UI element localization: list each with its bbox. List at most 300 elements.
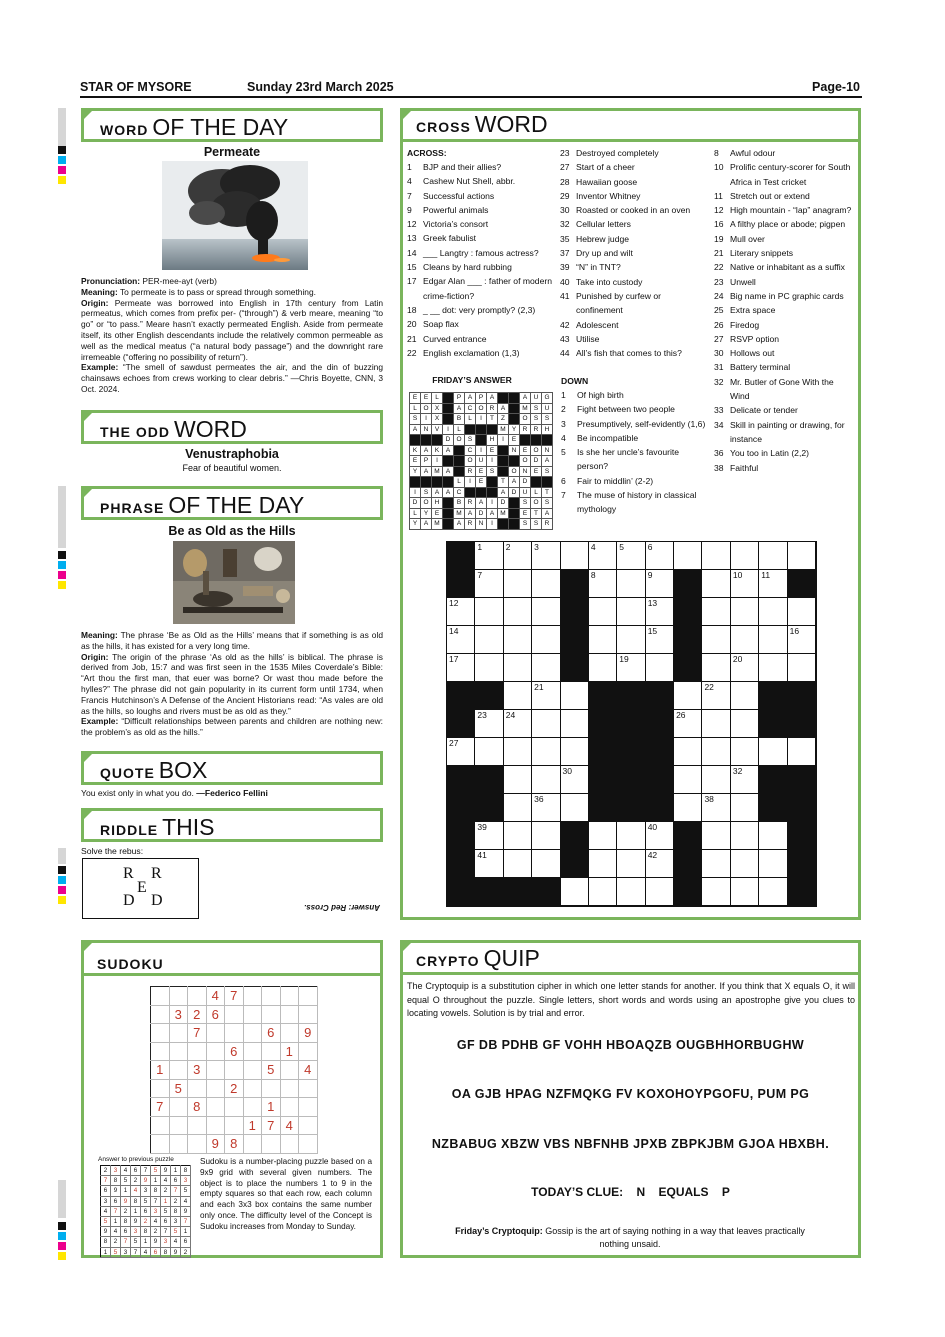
sudoku-cell[interactable]: 1 bbox=[151, 1061, 170, 1080]
crossword-cell[interactable] bbox=[617, 878, 645, 906]
sudoku-cell[interactable]: 7 bbox=[151, 1098, 170, 1117]
crossword-cell[interactable] bbox=[589, 598, 617, 626]
crossword-cell[interactable] bbox=[788, 598, 816, 626]
sudoku-cell[interactable] bbox=[243, 1005, 262, 1024]
crossword-cell[interactable] bbox=[731, 878, 759, 906]
answer-cell: 5 bbox=[151, 1166, 161, 1176]
sudoku-cell[interactable] bbox=[243, 1079, 262, 1098]
answer-cell: 1 bbox=[131, 1206, 141, 1216]
answer-cell: A bbox=[421, 445, 432, 456]
clue-number: 7 bbox=[407, 190, 412, 201]
sudoku-cell[interactable] bbox=[169, 987, 188, 1006]
sudoku-cell[interactable] bbox=[206, 1079, 225, 1098]
crossword-cell[interactable] bbox=[674, 542, 702, 570]
answer-cell bbox=[443, 403, 454, 414]
crossword-cell[interactable] bbox=[589, 850, 617, 878]
crossword-block bbox=[788, 794, 816, 822]
sudoku-cell[interactable] bbox=[188, 987, 207, 1006]
crossword-cell[interactable] bbox=[475, 542, 503, 570]
crossword-cell[interactable] bbox=[447, 654, 475, 682]
sudoku-cell[interactable] bbox=[280, 1135, 299, 1154]
sudoku-cell[interactable] bbox=[243, 1024, 262, 1043]
answer-cell: T bbox=[498, 477, 509, 488]
crossword-cell[interactable] bbox=[759, 598, 787, 626]
answer-cell: D bbox=[410, 498, 421, 509]
crossword-cell[interactable] bbox=[731, 682, 759, 710]
crossword-cell[interactable] bbox=[475, 654, 503, 682]
crossword-cell[interactable] bbox=[646, 570, 674, 598]
crossword-cell[interactable] bbox=[475, 570, 503, 598]
crossword-cell[interactable] bbox=[674, 738, 702, 766]
crossword-cell[interactable] bbox=[475, 822, 503, 850]
crossword-cell[interactable] bbox=[504, 738, 532, 766]
crossword-cell[interactable] bbox=[617, 850, 645, 878]
clue-number: 31 bbox=[714, 362, 724, 373]
sudoku-cell[interactable] bbox=[151, 1005, 170, 1024]
crossword-cell[interactable] bbox=[532, 570, 560, 598]
registration-mark bbox=[58, 896, 66, 904]
crossword-cell[interactable] bbox=[731, 794, 759, 822]
crossword-block bbox=[674, 878, 702, 906]
crossword-cell[interactable] bbox=[447, 626, 475, 654]
crossword-cell[interactable] bbox=[504, 542, 532, 570]
answer-cell bbox=[443, 519, 454, 530]
sudoku-cell[interactable] bbox=[243, 1042, 262, 1061]
clue-text: RSVP option bbox=[730, 333, 780, 344]
crossword-cell[interactable] bbox=[617, 598, 645, 626]
sudoku-cell[interactable] bbox=[151, 1116, 170, 1135]
crossword-cell[interactable] bbox=[759, 822, 787, 850]
crossword-cell[interactable] bbox=[589, 654, 617, 682]
sudoku-cell[interactable] bbox=[280, 1079, 299, 1098]
crossword-cell[interactable] bbox=[617, 542, 645, 570]
crossword-cell[interactable] bbox=[589, 542, 617, 570]
crossword-cell[interactable] bbox=[702, 570, 730, 598]
sudoku-cell[interactable] bbox=[169, 1098, 188, 1117]
odd-word: Venustraphobia bbox=[185, 447, 279, 461]
sudoku-cell[interactable]: 7 bbox=[188, 1024, 207, 1043]
crossword-block bbox=[561, 822, 589, 850]
word-of-day-body: Pronunciation: PER-mee-ayt (verb) Meaning: To permeate is to pass or spread through something. Origin: Permeate was borrowed into English in 17th century from Latin permeatus, which comes from prefix per- (“through”) & verb meare, meaning “to go” or “to pass.” Meare hasn’t exactly permeated English. Aside from permeate itself, its other English descendants include the relatively common permeable as well as the medical meatus (“a natural body passage”) and the downright rare irremeable (“offering no possibility of return”). Example: “The smell of sawdust permeates the air, and the din of buzzing chainsaws echoes from crews working to clear debris.” —Chris Boyette, CNN, 3 Oct. 2024. bbox=[81, 276, 384, 394]
answer-cell: X bbox=[432, 403, 443, 414]
crossword-block bbox=[447, 822, 475, 850]
margin-bar bbox=[58, 848, 66, 864]
sudoku-cell[interactable]: 3 bbox=[169, 1005, 188, 1024]
crossword-cell[interactable] bbox=[702, 626, 730, 654]
answer-cell: 6 bbox=[141, 1206, 151, 1216]
clue-number: 39 bbox=[477, 822, 487, 832]
crossword-cell[interactable] bbox=[731, 626, 759, 654]
crossword-cell[interactable] bbox=[702, 682, 730, 710]
crossword-block bbox=[759, 766, 787, 794]
sudoku-cell[interactable]: 8 bbox=[225, 1135, 244, 1154]
crossword-cell[interactable] bbox=[532, 542, 560, 570]
clue-text: Be incompatible bbox=[577, 432, 639, 443]
sudoku-cell[interactable] bbox=[262, 1079, 281, 1098]
sudoku-cell[interactable]: 4 bbox=[299, 1061, 318, 1080]
sudoku-cell[interactable] bbox=[151, 987, 170, 1006]
sudoku-cell[interactable]: 3 bbox=[188, 1061, 207, 1080]
sudoku-cell[interactable]: 9 bbox=[206, 1135, 225, 1154]
sudoku-cell[interactable] bbox=[299, 1079, 318, 1098]
crossword-cell[interactable] bbox=[731, 738, 759, 766]
sudoku-cell[interactable] bbox=[151, 1024, 170, 1043]
sudoku-cell[interactable] bbox=[188, 1042, 207, 1061]
sudoku-cell[interactable]: 6 bbox=[225, 1042, 244, 1061]
crossword-cell[interactable] bbox=[702, 654, 730, 682]
crossword-cell[interactable] bbox=[702, 598, 730, 626]
crossword-cell[interactable] bbox=[589, 626, 617, 654]
crossword-cell[interactable] bbox=[731, 654, 759, 682]
clue-number: 4 bbox=[590, 542, 596, 552]
crossword-block bbox=[617, 738, 645, 766]
clue-number: 22 bbox=[407, 347, 417, 358]
crossword-cell[interactable] bbox=[788, 654, 816, 682]
crossword-cell[interactable] bbox=[788, 738, 816, 766]
sudoku-cell[interactable]: 9 bbox=[299, 1024, 318, 1043]
crossword-cell[interactable] bbox=[475, 598, 503, 626]
sudoku-cell[interactable] bbox=[188, 1135, 207, 1154]
sudoku-cell[interactable] bbox=[225, 1005, 244, 1024]
answer-cell: G bbox=[542, 393, 553, 404]
crossword-cell[interactable] bbox=[674, 710, 702, 738]
clue-text: Cellular letters bbox=[576, 219, 631, 230]
crossword-cell[interactable] bbox=[731, 710, 759, 738]
clue-number: 21 bbox=[407, 333, 417, 344]
crossword-cell[interactable] bbox=[646, 654, 674, 682]
sudoku-cell[interactable]: 6 bbox=[206, 1005, 225, 1024]
answer-cell: R bbox=[465, 519, 476, 530]
down-clues bbox=[561, 374, 711, 517]
clue bbox=[561, 488, 711, 517]
crossword-cell[interactable] bbox=[589, 570, 617, 598]
answer-cell bbox=[509, 508, 520, 519]
clue-number: 44 bbox=[560, 348, 570, 359]
clue-number: 25 bbox=[714, 305, 724, 316]
answer-cell: 7 bbox=[141, 1166, 151, 1176]
answer-cell: N bbox=[542, 445, 553, 456]
crossword-block bbox=[561, 850, 589, 878]
sudoku-cell[interactable] bbox=[151, 1135, 170, 1154]
crossword-block bbox=[589, 710, 617, 738]
sudoku-cell[interactable]: 1 bbox=[243, 1116, 262, 1135]
crossword-cell[interactable] bbox=[702, 822, 730, 850]
crossword-cell[interactable] bbox=[504, 766, 532, 794]
crossword-cell[interactable] bbox=[759, 850, 787, 878]
sudoku-cell[interactable] bbox=[206, 1042, 225, 1061]
crossword-cell[interactable] bbox=[702, 878, 730, 906]
clue bbox=[714, 403, 854, 417]
crossword-cell[interactable] bbox=[532, 710, 560, 738]
sudoku-cell[interactable] bbox=[169, 1024, 188, 1043]
crossword-cell[interactable] bbox=[504, 822, 532, 850]
crossword-cell[interactable] bbox=[532, 850, 560, 878]
crossword-cell[interactable] bbox=[561, 710, 589, 738]
sudoku-cell[interactable] bbox=[299, 1135, 318, 1154]
clue-text: Utilise bbox=[576, 333, 600, 344]
sudoku-cell[interactable]: 5 bbox=[262, 1061, 281, 1080]
crossword-cell[interactable] bbox=[646, 626, 674, 654]
crossword-cell[interactable] bbox=[447, 598, 475, 626]
answer-cell: K bbox=[432, 445, 443, 456]
sudoku-cell[interactable]: 2 bbox=[188, 1005, 207, 1024]
crossword-cell[interactable] bbox=[702, 738, 730, 766]
crossword-cell[interactable] bbox=[589, 878, 617, 906]
crossword-cell[interactable] bbox=[759, 570, 787, 598]
crossword-cell[interactable] bbox=[674, 682, 702, 710]
crossword-cell[interactable] bbox=[532, 682, 560, 710]
sudoku-cell[interactable] bbox=[243, 1061, 262, 1080]
crossword-cell[interactable] bbox=[759, 626, 787, 654]
clue-text: Punished by curfew or confinement bbox=[576, 290, 662, 316]
crossword-cell[interactable] bbox=[475, 738, 503, 766]
answer-cell: R bbox=[465, 498, 476, 509]
crossword-cell[interactable] bbox=[504, 598, 532, 626]
sudoku-cell[interactable] bbox=[299, 987, 318, 1006]
sudoku-cell[interactable] bbox=[225, 1024, 244, 1043]
answer-cell: 8 bbox=[121, 1216, 131, 1226]
clue bbox=[561, 474, 711, 488]
sudoku-cell[interactable]: 4 bbox=[206, 987, 225, 1006]
crossword-cell[interactable] bbox=[504, 682, 532, 710]
sudoku-cell[interactable] bbox=[188, 1116, 207, 1135]
sudoku-cell[interactable] bbox=[169, 1135, 188, 1154]
sudoku-cell[interactable]: 4 bbox=[280, 1116, 299, 1135]
crossword-cell[interactable] bbox=[646, 598, 674, 626]
sudoku-cell[interactable] bbox=[169, 1042, 188, 1061]
crossword-cell[interactable] bbox=[561, 682, 589, 710]
sudoku-cell[interactable] bbox=[243, 1098, 262, 1117]
section-title: SUDOKU bbox=[97, 956, 164, 972]
crossword-cell[interactable] bbox=[646, 850, 674, 878]
sudoku-cell[interactable]: 1 bbox=[262, 1098, 281, 1117]
margin-bar bbox=[58, 108, 66, 146]
quote-author: —Federico Fellini bbox=[196, 788, 268, 798]
answer-cell: A bbox=[443, 445, 454, 456]
sudoku-cell[interactable] bbox=[280, 1061, 299, 1080]
crossword-cell[interactable] bbox=[504, 710, 532, 738]
answer-cell: A bbox=[454, 403, 465, 414]
sudoku-cell[interactable] bbox=[280, 1005, 299, 1024]
sudoku-cell[interactable] bbox=[262, 1005, 281, 1024]
sudoku-cell[interactable] bbox=[299, 1042, 318, 1061]
crossword-cell[interactable] bbox=[504, 654, 532, 682]
clue-number: 40 bbox=[560, 276, 570, 287]
crossword-cell[interactable] bbox=[561, 766, 589, 794]
clue-text: Awful odour bbox=[730, 148, 776, 158]
sudoku-cell[interactable] bbox=[151, 1079, 170, 1098]
answer-cell: S bbox=[465, 435, 476, 446]
answer-cell: Y bbox=[509, 424, 520, 435]
crossword-cell[interactable] bbox=[731, 598, 759, 626]
sudoku-cell[interactable] bbox=[225, 1116, 244, 1135]
answer-cell: T bbox=[487, 414, 498, 425]
crossword-cell[interactable] bbox=[504, 850, 532, 878]
crossword-cell[interactable] bbox=[702, 766, 730, 794]
sudoku-cell[interactable] bbox=[206, 1098, 225, 1117]
sudoku-cell[interactable] bbox=[225, 1061, 244, 1080]
clue-text: Start of a cheer bbox=[576, 162, 635, 173]
answer-cell: S bbox=[520, 519, 531, 530]
answer-cell: R bbox=[520, 424, 531, 435]
sudoku-cell[interactable] bbox=[299, 1098, 318, 1117]
crossword-cell[interactable] bbox=[646, 878, 674, 906]
answer-cell: R bbox=[465, 466, 476, 477]
crossword-cell[interactable] bbox=[617, 822, 645, 850]
crossword-cell[interactable] bbox=[702, 710, 730, 738]
answer-cell: 5 bbox=[141, 1196, 151, 1206]
crossword-cell[interactable] bbox=[561, 794, 589, 822]
crossword-block bbox=[646, 710, 674, 738]
answer-cell: I bbox=[432, 456, 443, 467]
crossword-cell[interactable] bbox=[674, 766, 702, 794]
clue bbox=[714, 189, 854, 203]
sudoku-cell[interactable]: 7 bbox=[225, 987, 244, 1006]
crossword-cell[interactable] bbox=[532, 794, 560, 822]
crossword-cell[interactable] bbox=[617, 626, 645, 654]
crossword-block bbox=[759, 794, 787, 822]
crossword-cell[interactable] bbox=[788, 626, 816, 654]
crossword-cell[interactable] bbox=[788, 542, 816, 570]
crossword-cell[interactable] bbox=[532, 626, 560, 654]
clue bbox=[714, 203, 854, 217]
answer-cell: 8 bbox=[131, 1196, 141, 1206]
crossword-cell[interactable] bbox=[504, 626, 532, 654]
sudoku-cell[interactable]: 7 bbox=[262, 1116, 281, 1135]
clue-text: English exclamation (1,3) bbox=[423, 347, 520, 358]
crossword-cell[interactable] bbox=[532, 822, 560, 850]
crossword-cell[interactable] bbox=[532, 598, 560, 626]
crossword-cell[interactable] bbox=[731, 542, 759, 570]
featured-phrase: Be as Old as the Hills bbox=[168, 524, 296, 538]
clue bbox=[560, 318, 710, 332]
sudoku-cell[interactable] bbox=[151, 1042, 170, 1061]
clue-text: Curved entrance bbox=[423, 333, 487, 344]
answer-cell: 8 bbox=[111, 1176, 121, 1186]
clue bbox=[714, 446, 854, 460]
sudoku-cell[interactable] bbox=[280, 1024, 299, 1043]
answer-cell: 5 bbox=[111, 1247, 121, 1257]
crossword-cell[interactable] bbox=[475, 850, 503, 878]
crossword-cell[interactable] bbox=[702, 850, 730, 878]
answer-cell: U bbox=[531, 393, 542, 404]
sudoku-cell[interactable] bbox=[243, 987, 262, 1006]
answer-cell: 8 bbox=[181, 1166, 191, 1176]
clue bbox=[560, 203, 710, 217]
sudoku-cell[interactable] bbox=[243, 1135, 262, 1154]
answer-cell bbox=[509, 519, 520, 530]
sudoku-cell[interactable] bbox=[262, 1135, 281, 1154]
sudoku-cell[interactable] bbox=[280, 1098, 299, 1117]
clue-number: 8 bbox=[590, 570, 596, 580]
crossword-cell[interactable] bbox=[475, 626, 503, 654]
sudoku-cell[interactable] bbox=[206, 1024, 225, 1043]
crossword-cell[interactable] bbox=[646, 822, 674, 850]
answer-cell: 5 bbox=[161, 1206, 171, 1216]
sudoku-cell[interactable] bbox=[299, 1005, 318, 1024]
sudoku-grid bbox=[150, 986, 318, 1154]
crossword-cell[interactable] bbox=[532, 654, 560, 682]
crossword-cell[interactable] bbox=[447, 738, 475, 766]
crossword-cell[interactable] bbox=[504, 570, 532, 598]
sudoku-cell[interactable] bbox=[169, 1061, 188, 1080]
answer-cell: 2 bbox=[171, 1196, 181, 1206]
crossword-cell[interactable] bbox=[589, 822, 617, 850]
crossword-cell[interactable] bbox=[731, 570, 759, 598]
sudoku-cell[interactable] bbox=[280, 987, 299, 1006]
section-title: CRYPTO QUIP bbox=[416, 945, 540, 971]
answer-cell: 6 bbox=[101, 1186, 111, 1196]
clue-number: 32 bbox=[560, 219, 570, 230]
crossword-cell[interactable] bbox=[759, 738, 787, 766]
clue-number: 19 bbox=[619, 654, 629, 664]
registration-mark bbox=[58, 876, 66, 884]
clue-number: 26 bbox=[676, 710, 686, 720]
sudoku-cell[interactable] bbox=[169, 1116, 188, 1135]
crossword-cell[interactable] bbox=[702, 542, 730, 570]
answer-cell: D bbox=[520, 477, 531, 488]
crossword-cell[interactable] bbox=[731, 822, 759, 850]
crossword-cell[interactable] bbox=[504, 794, 532, 822]
sudoku-cell[interactable] bbox=[262, 987, 281, 1006]
crossword-cell[interactable] bbox=[646, 542, 674, 570]
clue bbox=[714, 303, 854, 317]
clue-text: Hebrew judge bbox=[576, 233, 630, 244]
crossword-cell[interactable] bbox=[561, 878, 589, 906]
crossword-block bbox=[475, 794, 503, 822]
answer-cell: 7 bbox=[131, 1247, 141, 1257]
crossword-cell[interactable] bbox=[475, 710, 503, 738]
answer-cell bbox=[421, 435, 432, 446]
sudoku-cell[interactable] bbox=[188, 1079, 207, 1098]
clue-number: 20 bbox=[732, 654, 743, 664]
crossword-cell[interactable] bbox=[731, 850, 759, 878]
crossword-cell[interactable] bbox=[617, 654, 645, 682]
answer-cell: 9 bbox=[141, 1176, 151, 1186]
crossword-cell[interactable] bbox=[759, 542, 787, 570]
sudoku-cell[interactable] bbox=[225, 1098, 244, 1117]
clue-number: 1 bbox=[407, 162, 412, 172]
crossword-cell[interactable] bbox=[532, 738, 560, 766]
sudoku-cell[interactable] bbox=[299, 1116, 318, 1135]
crossword-cell[interactable] bbox=[759, 654, 787, 682]
sudoku-cell[interactable] bbox=[206, 1116, 225, 1135]
crossword-cell[interactable] bbox=[702, 794, 730, 822]
clue-text: Adolescent bbox=[576, 319, 619, 330]
sudoku-cell[interactable]: 5 bbox=[169, 1079, 188, 1098]
crossword-cell[interactable] bbox=[617, 570, 645, 598]
crossword-cell[interactable] bbox=[561, 542, 589, 570]
registration-mark bbox=[58, 571, 66, 579]
sudoku-cell[interactable] bbox=[262, 1042, 281, 1061]
sudoku-cell[interactable]: 8 bbox=[188, 1098, 207, 1117]
answer-cell: A bbox=[498, 487, 509, 498]
crossword-cell[interactable] bbox=[561, 738, 589, 766]
crossword-cell[interactable] bbox=[674, 794, 702, 822]
sudoku-cell[interactable] bbox=[206, 1061, 225, 1080]
crossword-cell[interactable] bbox=[759, 878, 787, 906]
section-title: THE ODD WORD bbox=[100, 416, 247, 442]
crossword-cell[interactable] bbox=[532, 766, 560, 794]
sudoku-cell[interactable]: 2 bbox=[225, 1079, 244, 1098]
crossword-cell[interactable] bbox=[731, 766, 759, 794]
sudoku-cell[interactable]: 1 bbox=[280, 1042, 299, 1061]
sudoku-cell[interactable]: 6 bbox=[262, 1024, 281, 1043]
registration-mark bbox=[58, 1242, 66, 1250]
corner-flag-icon bbox=[81, 751, 95, 765]
crossword-block bbox=[447, 542, 475, 570]
answer-cell: 3 bbox=[151, 1206, 161, 1216]
